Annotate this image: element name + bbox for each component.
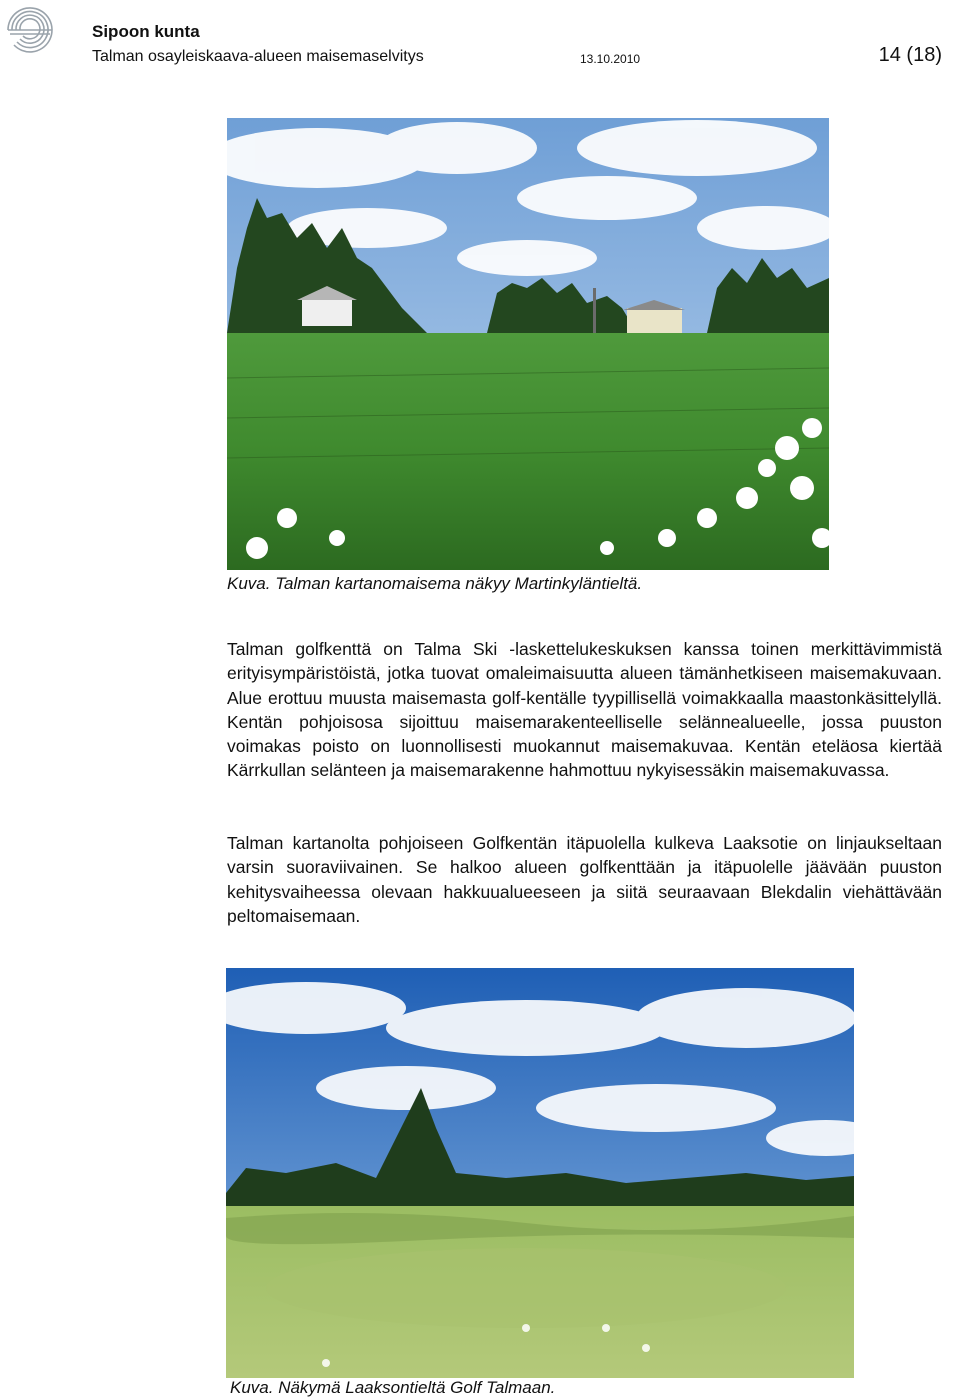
body-paragraph-2: Talman kartanolta pohjoiseen Golfkentän itäpuolella kulkeva Laaksotie on linjaukseltaan varsin suoraviivainen. Se halkoo alueen golfkenttään ja itäpuolelle jäävään puuston kehitysvaiheessa olevaan hakkuualueeseen ja siitä seuraavaan Blekdalin viehättävään peltomaisemaan. <box>227 833 942 926</box>
field-landscape-photo <box>227 118 829 570</box>
figure2-caption: Kuva. Näkymä Laaksontieltä Golf Talmaan. <box>230 1378 556 1397</box>
e-letter-logo-icon <box>0 0 60 60</box>
page-number: 14 (18) <box>878 44 942 66</box>
body-paragraph-1: Talman golfkenttä on Talma Ski -laskettelukeskuksen kanssa toinen merkittävimmistä erityisympäristöistä, jotka tuovat omaleimaisuutta alueen tämänhetkiseen maisemakuvaan. Alue erottuu muusta maisemasta golf-kentälle tyypillisellä voimakkaalla maastonkäsittelyllä. Kentän pohjoisosa sijoittuu maisemarakenteelliselle selännealueelle, jossa puuston voimakas poisto on luonnollisesti muokannut maisemakuvaa. Kentän eteläosa kiertää Kärrkullan selänteen ja maisemarakenne hahmottuu nykyisessäkin maisemakuvassa. <box>227 639 942 781</box>
document-title: Talman osayleiskaava-alueen maisemaselvitys <box>92 48 424 65</box>
document-date: 13.10.2010 <box>580 52 641 66</box>
golf-course-photo <box>226 968 854 1378</box>
figure1-caption: Kuva. Talman kartanomaisema näkyy Martinkyläntieltä. <box>227 574 643 593</box>
organization-name: Sipoon kunta <box>92 22 200 41</box>
